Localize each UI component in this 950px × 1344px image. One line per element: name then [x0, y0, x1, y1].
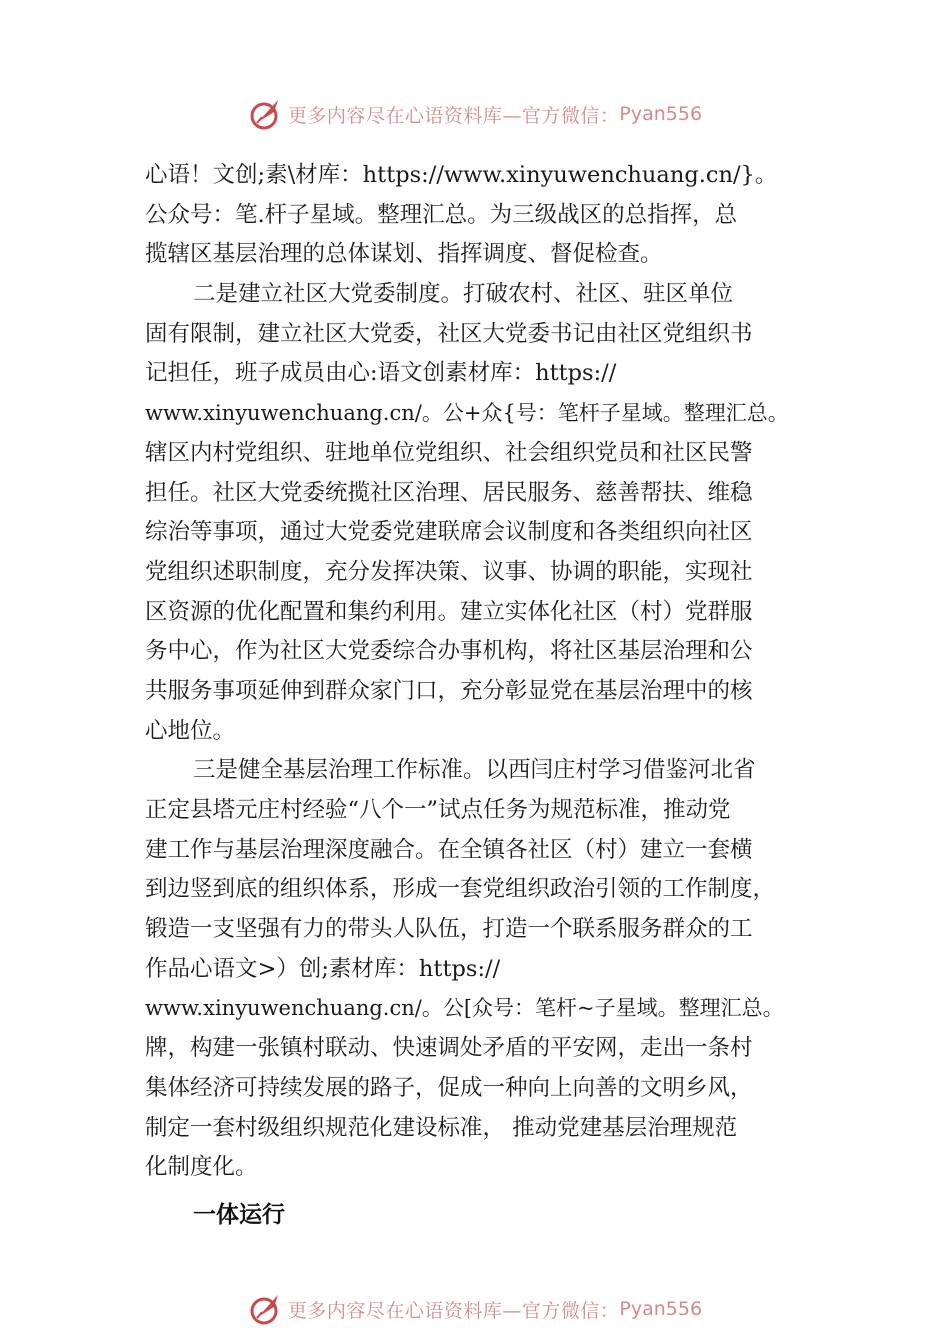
body-line: 锻造一支坚强有力的带头人队伍，打造一个联系服务群众的工 — [145, 916, 753, 943]
body-line: 三是健全基层治理工作标准。以西闫庄村学习借鉴河北省 — [193, 757, 756, 784]
header-banner — [0, 92, 950, 136]
body-line: 到边竖到底的组织体系，形成一套党组织政治引领的工作制度， — [145, 876, 776, 903]
body-line: 记担任，班子成员由心:语文创素材库：https:// — [145, 360, 617, 387]
body-line: 牌，构建一张镇村联动、快速调处矛盾的平安网，走出一条村 — [145, 1035, 753, 1062]
body-line: 集体经济可持续发展的路子，促成一种向上向善的文明乡风， — [145, 1074, 753, 1101]
body-line: 建工作与基层治理深度融合。在全镇各社区（村）建立一套横 — [145, 836, 753, 863]
body-line: 心地位。 — [145, 717, 236, 744]
body-line: 区资源的优化配置和集约利用。建立实体化社区（村）党群服 — [145, 598, 753, 625]
body-line: 党组织述职制度，充分发挥决策、议事、协调的职能，实现社 — [145, 558, 753, 585]
body-line: 心语！文创;素\材库：https://www.xinyuwenchuang.cn/}。 — [145, 162, 778, 188]
banner-text: 更多内容尽在心语资料库—官方微信： — [287, 104, 620, 127]
body-line: 制定一套村级组织规范化建设标准， 推动党建基层治理规范 — [145, 1114, 738, 1141]
body-line: www.xinyuwenchuang.cn/。公[众号：笔杆~子星域。整理汇总。 — [145, 996, 784, 1021]
body-line: 作品心语文>）创;素材库：https:// — [145, 955, 501, 982]
footer-banner — [0, 1287, 950, 1331]
body-line: 正定县塔元庄村经验“八个一”试点任务为规范标准，推动党 — [145, 797, 731, 823]
banner-text: 更多内容尽在心语资料库—官方微信： — [287, 1299, 620, 1322]
body-line: 共服务事项延伸到群众家门口，充分彰显党在基层治理中的核 — [145, 677, 753, 704]
body-line: 辖区内村党组织、驻地单位党组织、社会组织党员和社区民警 — [145, 439, 753, 466]
body-line: www.xinyuwenchuang.cn/。公+众{号：笔杆子星域。整理汇总。 — [145, 401, 789, 426]
banner-wechat-id: Pyan556 — [619, 103, 703, 125]
document-body — [145, 156, 825, 1188]
body-line: 担任。社区大党委统揽社区治理、居民服务、慈善帮扶、维稳 — [145, 479, 753, 506]
quill-pen-logo-icon — [248, 96, 284, 132]
body-line: 化制度化。 — [145, 1154, 258, 1181]
banner-wechat-id: Pyan556 — [619, 1298, 703, 1320]
body-line: 综治等事项，通过大党委党建联席会议制度和各类组织向社区 — [145, 519, 753, 546]
body-line: 二是建立社区大党委制度。打破农村、社区、驻区单位 — [193, 281, 734, 308]
body-line: 揽辖区基层治理的总体谋划、指挥调度、督促检查。 — [145, 241, 663, 268]
body-line: 固有限制，建立社区大党委，社区大党委书记由社区党组织书 — [145, 320, 753, 347]
section-heading: 一体运行 — [193, 1202, 285, 1228]
quill-pen-logo-icon — [248, 1291, 284, 1327]
body-line: 务中心，作为社区大党委综合办事机构，将社区基层治理和公 — [145, 638, 753, 665]
body-line: 公众号：笔.杆子星域。整理汇总。为三级战区的总指挥，总 — [145, 201, 738, 228]
